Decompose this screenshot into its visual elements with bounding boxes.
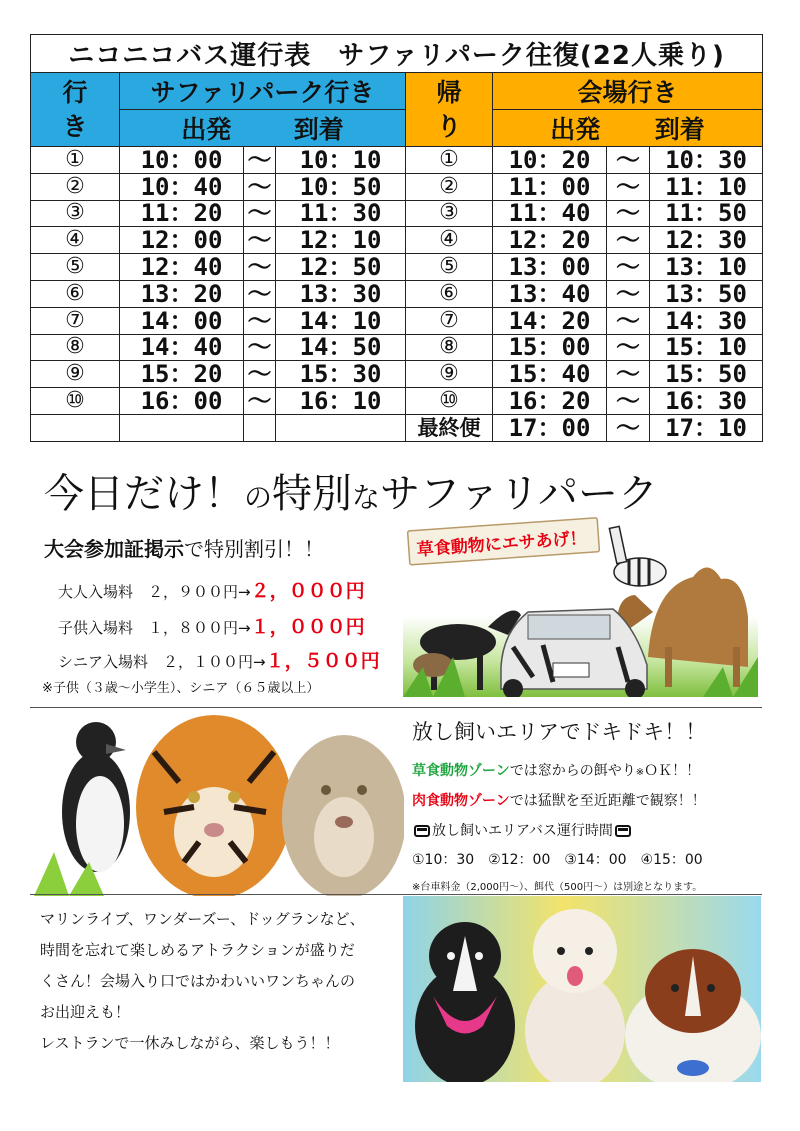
attractions-text — [40, 904, 390, 1059]
price-adult-label: 大人入場料 ２，９００円→ — [58, 583, 251, 601]
herbivore-zone: 草食動物ゾーン — [412, 763, 510, 779]
outbound-trip-number: ⑤ — [31, 254, 120, 281]
return-arrive-time: 13：50 — [650, 280, 763, 307]
bus-times: ①10：30 ②12：00 ③14：00 ④15：00 — [412, 852, 703, 868]
price-child-new: １，０００円 — [250, 616, 365, 638]
outbound-arrive-time: 16：10 — [276, 388, 406, 415]
animals-illustration — [34, 712, 404, 896]
outbound-depart-time: 10：00 — [120, 147, 244, 174]
outbound-separator: 〜 — [244, 254, 276, 281]
outbound-arrive-time: 12：50 — [276, 254, 406, 281]
outbound-empty-cell — [31, 414, 120, 441]
outbound-subheader — [120, 110, 406, 147]
timetable-row — [31, 280, 763, 307]
outbound-separator: 〜 — [244, 280, 276, 307]
price-child — [58, 612, 365, 639]
animals-photo — [34, 712, 404, 896]
age-note: ※子供（３歳～小学生）、シニア（６５歳以上） — [42, 681, 320, 696]
timetable-row — [31, 334, 763, 361]
outbound-arrive-time: 13：30 — [276, 280, 406, 307]
safari-illustration — [403, 517, 758, 697]
return-trip-number: ② — [406, 173, 493, 200]
return-arrive-time: 15：10 — [650, 334, 763, 361]
timetable-row — [31, 307, 763, 334]
outbound-separator: 〜 — [244, 388, 276, 415]
outbound-trip-number: ③ — [31, 200, 120, 227]
return-depart-time: 15：40 — [493, 361, 607, 388]
discount-heading-rest: で特別割引！！ — [184, 537, 324, 561]
outbound-arrive-time: 11：30 — [276, 200, 406, 227]
outbound-depart-time: 12：40 — [120, 254, 244, 281]
special-title-d: な — [352, 481, 381, 514]
section-divider-2 — [30, 894, 762, 895]
outbound-arrive-time: 15：30 — [276, 361, 406, 388]
section-divider-1 — [30, 707, 762, 708]
safari-car-icon — [501, 609, 647, 697]
outbound-trip-number: ② — [31, 173, 120, 200]
outbound-arrive-time: 10：10 — [276, 147, 406, 174]
attractions-line: くさん！会場入り口ではかわいいワンちゃんの — [40, 972, 356, 990]
return-arrive-time: 11：50 — [650, 200, 763, 227]
saint-bernard-icon — [625, 949, 761, 1082]
outbound-trip-number: ⑩ — [31, 388, 120, 415]
photo-caption: 草食動物にエサあげ！ — [416, 528, 588, 561]
discount-heading-bold: 大会参加証掲示 — [44, 537, 184, 561]
safari-car-photo — [403, 517, 758, 697]
outbound-side-bottom: き — [62, 111, 88, 141]
bus-timetable — [30, 34, 763, 442]
price-senior — [58, 646, 380, 673]
return-trip-number: ⑩ — [406, 388, 493, 415]
discount-heading — [44, 533, 324, 562]
special-title — [44, 462, 658, 519]
carnivore-rest: では猛獣を至近距離で観察！！ — [509, 793, 706, 809]
timetable-row — [31, 388, 763, 415]
bus-icon — [615, 825, 631, 837]
outbound-depart-time: 10：40 — [120, 173, 244, 200]
outbound-separator: 〜 — [244, 200, 276, 227]
bus-icon — [414, 825, 430, 837]
zebra-icon — [609, 526, 666, 586]
bus-times-label: 放し飼いエリアバス運行時間 — [432, 823, 613, 839]
outbound-empty-cell — [244, 414, 276, 441]
return-depart-time: 17：00 — [493, 414, 607, 441]
dogs-photo — [403, 896, 761, 1082]
return-depart-time: 11：00 — [493, 173, 607, 200]
return-separator: 〜 — [607, 227, 650, 254]
return-depart-time: 14：20 — [493, 307, 607, 334]
attractions-line: 時間を忘れて楽しめるアトラクションが盛りだ — [40, 941, 355, 959]
return-depart-time: 11：40 — [493, 200, 607, 227]
return-separator: 〜 — [607, 280, 650, 307]
return-arrive-time: 16：30 — [650, 388, 763, 415]
penguin-icon — [34, 722, 130, 896]
return-side-bottom: り — [436, 111, 462, 141]
tiger-icon — [136, 715, 292, 896]
attractions-line: マリンライブ、ワンダーズー、ドッグランなど、 — [40, 910, 365, 928]
return-separator: 〜 — [607, 361, 650, 388]
outbound-side-top: 行 — [62, 77, 88, 107]
timetable-body — [31, 147, 763, 442]
special-title-c: 特別 — [272, 471, 353, 517]
price-adult — [58, 576, 365, 603]
timetable-row — [31, 361, 763, 388]
return-arrive-time: 15：50 — [650, 361, 763, 388]
outbound-arrive-time: 10：50 — [276, 173, 406, 200]
carnivore-zone: 肉食動物ゾーン — [412, 793, 510, 809]
return-side-label — [406, 73, 493, 147]
outbound-trip-number: ⑨ — [31, 361, 120, 388]
return-separator: 〜 — [607, 147, 650, 174]
outbound-separator: 〜 — [244, 334, 276, 361]
timetable-row — [31, 254, 763, 281]
outbound-empty-cell — [120, 414, 244, 441]
outbound-trip-number: ⑧ — [31, 334, 120, 361]
return-separator: 〜 — [607, 254, 650, 281]
price-senior-label: シニア入場料 ２，１００円→ — [58, 653, 266, 671]
outbound-arrive-time: 12：10 — [276, 227, 406, 254]
outbound-depart-time: 11：20 — [120, 200, 244, 227]
carnivore-line — [412, 790, 706, 810]
outbound-depart-time: 16：00 — [120, 388, 244, 415]
return-separator: 〜 — [607, 414, 650, 441]
outbound-depart-time: 15：20 — [120, 361, 244, 388]
outbound-separator: 〜 — [244, 361, 276, 388]
outbound-arrive-time: 14：10 — [276, 307, 406, 334]
outbound-depart-time: 14：40 — [120, 334, 244, 361]
herbivore-ok: ＯＫ！！ — [644, 763, 701, 779]
return-trip-number: ⑤ — [406, 254, 493, 281]
return-depart-time: 12：20 — [493, 227, 607, 254]
outbound-depart-time: 13：20 — [120, 280, 244, 307]
return-trip-number: ⑦ — [406, 307, 493, 334]
return-trip-number: ⑨ — [406, 361, 493, 388]
return-header: 会場行き — [493, 73, 763, 110]
special-title-b: の — [244, 481, 273, 514]
fee-note: ※台車料金（2,000円～）、餌代（500円～）は別途となります。 — [412, 882, 703, 893]
outbound-empty-cell — [276, 414, 406, 441]
return-arrive-time: 10：30 — [650, 147, 763, 174]
return-trip-number: ③ — [406, 200, 493, 227]
return-trip-number: ① — [406, 147, 493, 174]
attractions-line: レストランで一休みしながら、楽しもう！！ — [40, 1034, 340, 1052]
return-trip-number: ④ — [406, 227, 493, 254]
timetable-row — [31, 147, 763, 174]
outbound-separator: 〜 — [244, 147, 276, 174]
outbound-separator: 〜 — [244, 307, 276, 334]
outbound-trip-number: ⑥ — [31, 280, 120, 307]
outbound-arrive-label: 到着 — [293, 115, 344, 144]
return-last-trip-label: 最終便 — [406, 414, 493, 441]
outbound-side-label — [31, 73, 120, 147]
outbound-separator: 〜 — [244, 227, 276, 254]
return-arrive-label: 到着 — [654, 115, 705, 144]
timetable-row — [31, 227, 763, 254]
timetable-row — [31, 173, 763, 200]
outbound-depart-time: 14：00 — [120, 307, 244, 334]
dogs-illustration — [403, 896, 761, 1082]
return-separator: 〜 — [607, 200, 650, 227]
return-depart-time: 13：00 — [493, 254, 607, 281]
poodle-icon — [525, 909, 625, 1082]
price-adult-new: ２，０００円 — [250, 580, 365, 602]
return-depart-time: 10：20 — [493, 147, 607, 174]
return-depart-time: 13：40 — [493, 280, 607, 307]
attractions-line: お出迎えも！ — [40, 1003, 131, 1021]
outbound-separator: 〜 — [244, 173, 276, 200]
return-trip-number: ⑧ — [406, 334, 493, 361]
lion-icon — [282, 735, 404, 896]
return-arrive-time: 13：10 — [650, 254, 763, 281]
price-child-label: 子供入場料 １，８００円→ — [58, 619, 251, 637]
return-trip-number: ⑥ — [406, 280, 493, 307]
return-separator: 〜 — [607, 334, 650, 361]
outbound-header: サファリパーク行き — [120, 73, 406, 110]
special-title-a: 今日だけ！ — [44, 471, 244, 517]
return-arrive-time: 14：30 — [650, 307, 763, 334]
timetable-row-last — [31, 414, 763, 441]
return-arrive-time: 17：10 — [650, 414, 763, 441]
outbound-depart-time: 12：00 — [120, 227, 244, 254]
return-depart-time: 16：20 — [493, 388, 607, 415]
return-separator: 〜 — [607, 307, 650, 334]
outbound-trip-number: ④ — [31, 227, 120, 254]
return-subheader — [493, 110, 763, 147]
price-senior-new: １，５００円 — [265, 650, 380, 672]
outbound-depart-label: 出発 — [181, 115, 232, 144]
return-arrive-time: 11：10 — [650, 173, 763, 200]
return-depart-time: 15：00 — [493, 334, 607, 361]
herbivore-line — [412, 760, 700, 780]
return-arrive-time: 12：30 — [650, 227, 763, 254]
border-collie-icon — [415, 922, 515, 1082]
timetable-title: ニコニコバス運行表 サファリパーク往復(22人乗り) — [31, 35, 763, 73]
return-side-top: 帰 — [436, 77, 462, 107]
herbivore-mark: ※ — [635, 767, 645, 778]
outbound-trip-number: ① — [31, 147, 120, 174]
return-separator: 〜 — [607, 173, 650, 200]
timetable-row — [31, 200, 763, 227]
outbound-trip-number: ⑦ — [31, 307, 120, 334]
outbound-arrive-time: 14：50 — [276, 334, 406, 361]
return-separator: 〜 — [607, 388, 650, 415]
return-depart-label: 出発 — [550, 115, 601, 144]
free-range-title: 放し飼いエリアでドキドキ！！ — [412, 720, 707, 744]
bus-times-label-line — [412, 820, 633, 840]
herbivore-rest: では窓からの餌やり — [509, 763, 636, 779]
special-title-e: サファリパーク — [380, 471, 659, 517]
